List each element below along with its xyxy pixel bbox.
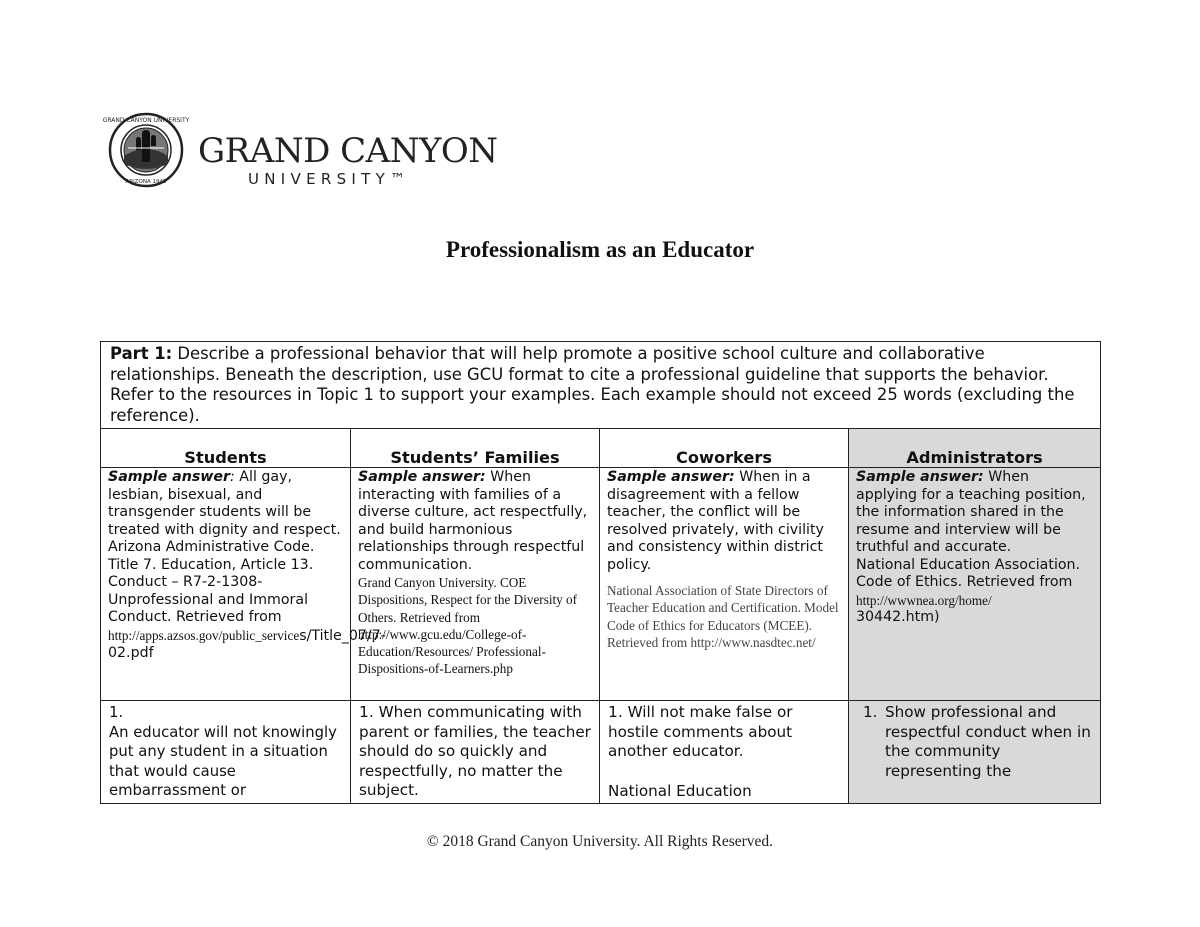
part1-text: Describe a professional behavior that will help promote a positive school culture and collaborative relationships. Beneath the description, use GCU format to cite a professional guideline that supports the behavior. Refer to the resources in Topic 1 to support your examples. Each example should not exceed 25 words (excluding the reference).	[110, 344, 1075, 425]
sample-citation: National Association of State Directors of Teacher Education and Certification. Model Code of Ethics for Educators (MCEE). Retrieved from http://www.nasdtec.net/	[607, 583, 839, 650]
answer-administrators-cell[interactable]	[849, 701, 1101, 804]
sample-families-cell	[351, 468, 600, 701]
copyright-footer: © 2018 Grand Canyon University. All Rights Reserved.	[426, 833, 774, 850]
column-header-families: Students’ Families	[351, 429, 600, 468]
sample-url-part: s/Title_07/7-02.pdf	[108, 627, 386, 661]
assignment-table	[100, 341, 1101, 804]
part1-label: Part 1:	[110, 344, 173, 363]
answer-number: 1.	[608, 703, 623, 721]
answer-families-cell[interactable]	[351, 701, 600, 804]
sample-label: Sample answer:	[358, 469, 486, 485]
sample-colon: :	[230, 469, 235, 485]
sample-row	[101, 468, 1101, 701]
logo-wordmark: GRAND CANYON	[198, 131, 498, 171]
sample-citation: National Education Association. Code of Ethics. Retrieved from	[856, 556, 1081, 590]
column-header-coworkers: Coworkers	[600, 429, 849, 468]
column-header-administrators: Administrators	[849, 429, 1101, 468]
column-header-students: Students	[101, 429, 351, 468]
answer-text: When communicating with parent or families, the teacher should do so quickly and respectfully, no matter the subject.	[359, 703, 591, 799]
sample-label: Sample answer:	[607, 469, 735, 485]
sample-url-tail: 30442.htm)	[856, 608, 940, 625]
answer-text: Will not make false or hostile comments about another educator.	[608, 703, 793, 760]
sample-label: Sample answer:	[856, 469, 984, 485]
answer-coworkers-cell[interactable]	[600, 701, 849, 804]
answer-text: Show professional and respectful conduct when in the community representing the	[885, 703, 1091, 780]
sample-answer: When interacting with families of a diverse culture, act respectfully, and build harmonious relationships through respectful communication.	[358, 469, 588, 573]
answer-number: 1.	[863, 703, 878, 721]
answer-number: 1.	[109, 704, 124, 721]
header-row	[101, 429, 1101, 468]
sample-citation: Arizona Administrative Code. Title 7. Education, Article 13. Conduct – R7-2-1308- Unprofessional and Immoral Conduct. Retrieved from	[108, 539, 315, 625]
page-title: Professionalism as an Educator	[445, 237, 755, 262]
logo-university: UNIVERSITY™	[248, 170, 411, 188]
sample-answer: When in a disagreement with a fellow teacher, the conflict will be resolved privately, with civility and consistency within district policy.	[607, 469, 824, 573]
sample-citation: Grand Canyon University. COE Dispositions, Respect for the Diversity of Others. Retrieved from http://www.gcu.edu/College-of-Education/Resources/ Professional-Dispositions-of-Learners.php	[358, 575, 578, 677]
sample-administrators-cell	[849, 468, 1101, 701]
sample-url-part: http://apps.azsos.gov/public_service	[108, 627, 300, 643]
answer-citation: National Education	[608, 781, 752, 800]
sample-url: http://wwwnea.org/home/	[856, 592, 992, 608]
answer-text: An educator will not knowingly put any student in a situation that would cause embarrassment or	[109, 723, 337, 799]
answer-row	[101, 701, 1101, 804]
sample-answer: All gay, lesbian, bisexual, and transgender students will be treated with dignity and respect.	[108, 469, 341, 538]
gcu-logo	[102, 112, 498, 192]
prompt-row	[101, 342, 1101, 429]
sample-label: Sample answer	[108, 469, 231, 485]
gcu-seal-icon	[102, 112, 190, 188]
sample-students-cell	[101, 468, 386, 701]
seal-bottom-text: ARIZONA 1949	[125, 179, 167, 185]
answer-students-cell[interactable]	[101, 701, 351, 804]
seal-top-text: GRAND CANYON UNIVERSITY	[102, 117, 190, 124]
sample-answer: When applying for a teaching position, the information shared in the resume and interview will be truthful and accurate.	[856, 469, 1086, 555]
part1-prompt	[101, 342, 1101, 429]
sample-url	[108, 627, 386, 663]
answer-number: 1.	[359, 703, 374, 721]
sample-coworkers-cell	[600, 468, 849, 701]
